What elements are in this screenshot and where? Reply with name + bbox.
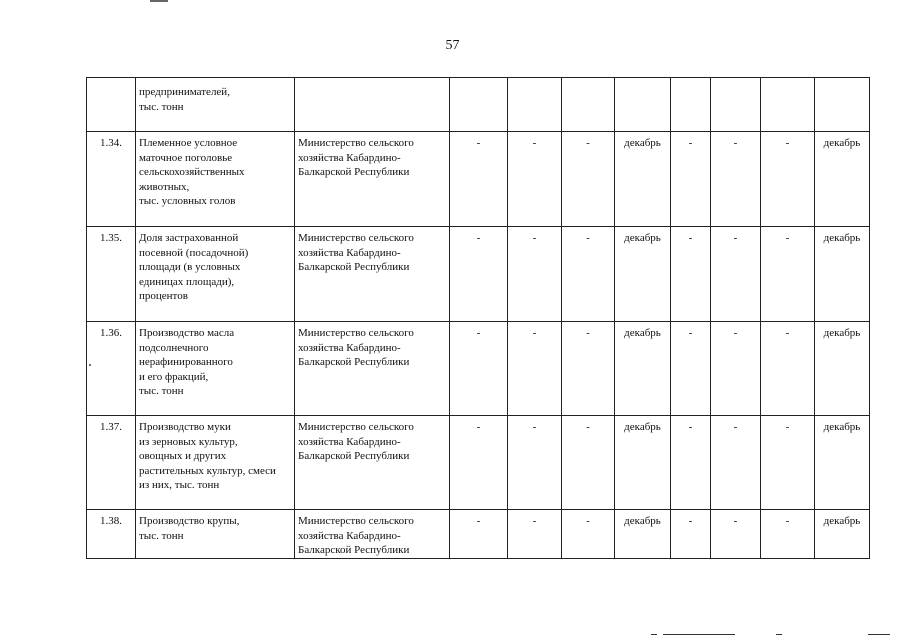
indicator-line: из зерновых культур, (139, 435, 238, 448)
page-number: 57 (445, 38, 460, 53)
period-cell: декабрь (615, 510, 671, 559)
organization-line: Министерство сельского (298, 421, 414, 433)
organization-line: Балкарской Республики (298, 261, 410, 273)
indicator-line: из них, тыс. тонн (139, 479, 220, 491)
indicator-line: площади (в условных (139, 261, 241, 273)
organization-cell (295, 416, 450, 510)
row-number: 1.34. (87, 132, 136, 227)
period-cell: декабрь (615, 132, 671, 227)
organization-line: Министерство сельского (298, 137, 414, 149)
organization-cell (295, 78, 450, 132)
organization-cell (295, 322, 450, 416)
period-cell: - (761, 322, 815, 416)
period-cell: - (508, 416, 562, 510)
footer-rule (663, 634, 735, 635)
footer-rule (651, 634, 657, 635)
period-cell: - (711, 227, 761, 322)
table-row (87, 322, 870, 416)
period-cell: - (562, 132, 615, 227)
period-cell: - (711, 510, 761, 559)
period-cell: декабрь (615, 416, 671, 510)
indicator-line: тыс. тонн (139, 529, 184, 542)
indicator-line: и его фракций, (139, 370, 209, 383)
period-cell (508, 78, 562, 132)
organization-line: хозяйства Кабардино- (298, 246, 401, 259)
indicator-line: нерафинированного (139, 356, 233, 368)
period-cell: - (761, 227, 815, 322)
row-number (87, 78, 136, 132)
period-cell: декабрь (615, 227, 671, 322)
period-cell (562, 78, 615, 132)
indicator-cell (136, 510, 295, 559)
period-cell: декабрь (815, 132, 870, 227)
period-cell: - (508, 132, 562, 227)
period-cell: - (562, 510, 615, 559)
indicator-line: овощных и других (139, 450, 227, 462)
period-cell: декабрь (615, 322, 671, 416)
indicator-line: предпринимателей, (139, 86, 230, 98)
top-edge-scrap (150, 0, 168, 2)
indicator-line: сельскохозяйственных (139, 166, 245, 178)
indicator-line: процентов (139, 290, 188, 302)
indicator-line: тыс. условных голов (139, 195, 236, 207)
indicator-cell (136, 132, 295, 227)
period-cell: - (508, 510, 562, 559)
organization-cell (295, 227, 450, 322)
period-cell: - (711, 132, 761, 227)
table-row (87, 416, 870, 510)
organization-line: Министерство сельского (298, 232, 414, 244)
period-cell: декабрь (815, 227, 870, 322)
indicator-cell (136, 416, 295, 510)
indicator-line: Производство муки (139, 421, 231, 433)
organization-line: Министерство сельского (298, 515, 414, 527)
indicator-line: животных, (139, 180, 190, 193)
statistics-table (86, 77, 870, 559)
table-row (87, 227, 870, 322)
indicator-line: Племенное условное (139, 137, 238, 149)
period-cell: - (562, 416, 615, 510)
organization-line: хозяйства Кабардино- (298, 435, 401, 448)
table-row (87, 132, 870, 227)
period-cell: - (671, 132, 711, 227)
period-cell: - (508, 227, 562, 322)
period-cell: - (711, 416, 761, 510)
scan-speck (89, 364, 91, 366)
table-row (87, 510, 870, 559)
indicator-line: Доля застрахованной (139, 232, 239, 244)
indicator-cell (136, 78, 295, 132)
indicator-line: посевной (посадочной) (139, 246, 249, 259)
row-number: 1.37. (87, 416, 136, 510)
period-cell: декабрь (815, 322, 870, 416)
footer-rule (776, 634, 782, 635)
period-cell (671, 78, 711, 132)
organization-cell (295, 132, 450, 227)
organization-line: Балкарской Республики (298, 356, 410, 368)
indicator-cell (136, 227, 295, 322)
period-cell: - (711, 322, 761, 416)
organization-line: Балкарской Республики (298, 166, 410, 178)
period-cell: - (761, 416, 815, 510)
indicator-line: растительных культур, смеси (139, 464, 276, 477)
organization-cell (295, 510, 450, 559)
indicator-line: Производство масла (139, 327, 235, 339)
organization-line: Балкарской Республики (298, 544, 410, 556)
organization-line: хозяйства Кабардино- (298, 529, 401, 542)
footer-rule (868, 634, 890, 635)
period-cell: - (450, 227, 508, 322)
period-cell (450, 78, 508, 132)
period-cell: - (562, 322, 615, 416)
row-number: 1.36. (87, 322, 136, 416)
indicator-line: Производство крупы, (139, 515, 240, 527)
indicator-line: тыс. тонн (139, 100, 184, 113)
organization-line: Министерство сельского (298, 327, 414, 339)
period-cell: - (761, 132, 815, 227)
period-cell: - (671, 227, 711, 322)
organization-line: Балкарской Республики (298, 450, 410, 462)
period-cell: - (562, 227, 615, 322)
period-cell: - (671, 416, 711, 510)
period-cell (815, 78, 870, 132)
indicator-cell (136, 322, 295, 416)
period-cell: - (450, 322, 508, 416)
table-body (87, 78, 870, 559)
period-cell: - (671, 510, 711, 559)
indicator-line: единицах площади), (139, 275, 235, 288)
period-cell: декабрь (815, 510, 870, 559)
indicator-line: тыс. тонн (139, 385, 184, 397)
period-cell (711, 78, 761, 132)
period-cell: - (761, 510, 815, 559)
table-row (87, 78, 870, 132)
period-cell: - (508, 322, 562, 416)
organization-line: хозяйства Кабардино- (298, 341, 401, 354)
period-cell (761, 78, 815, 132)
period-cell: декабрь (815, 416, 870, 510)
indicator-line: подсолнечного (139, 341, 209, 354)
indicator-line: маточное поголовье (139, 151, 233, 164)
period-cell: - (450, 416, 508, 510)
period-cell: - (671, 322, 711, 416)
row-number: 1.38. (87, 510, 136, 559)
row-number: 1.35. (87, 227, 136, 322)
period-cell: - (450, 510, 508, 559)
period-cell: - (450, 132, 508, 227)
organization-line: хозяйства Кабардино- (298, 151, 401, 164)
period-cell (615, 78, 671, 132)
